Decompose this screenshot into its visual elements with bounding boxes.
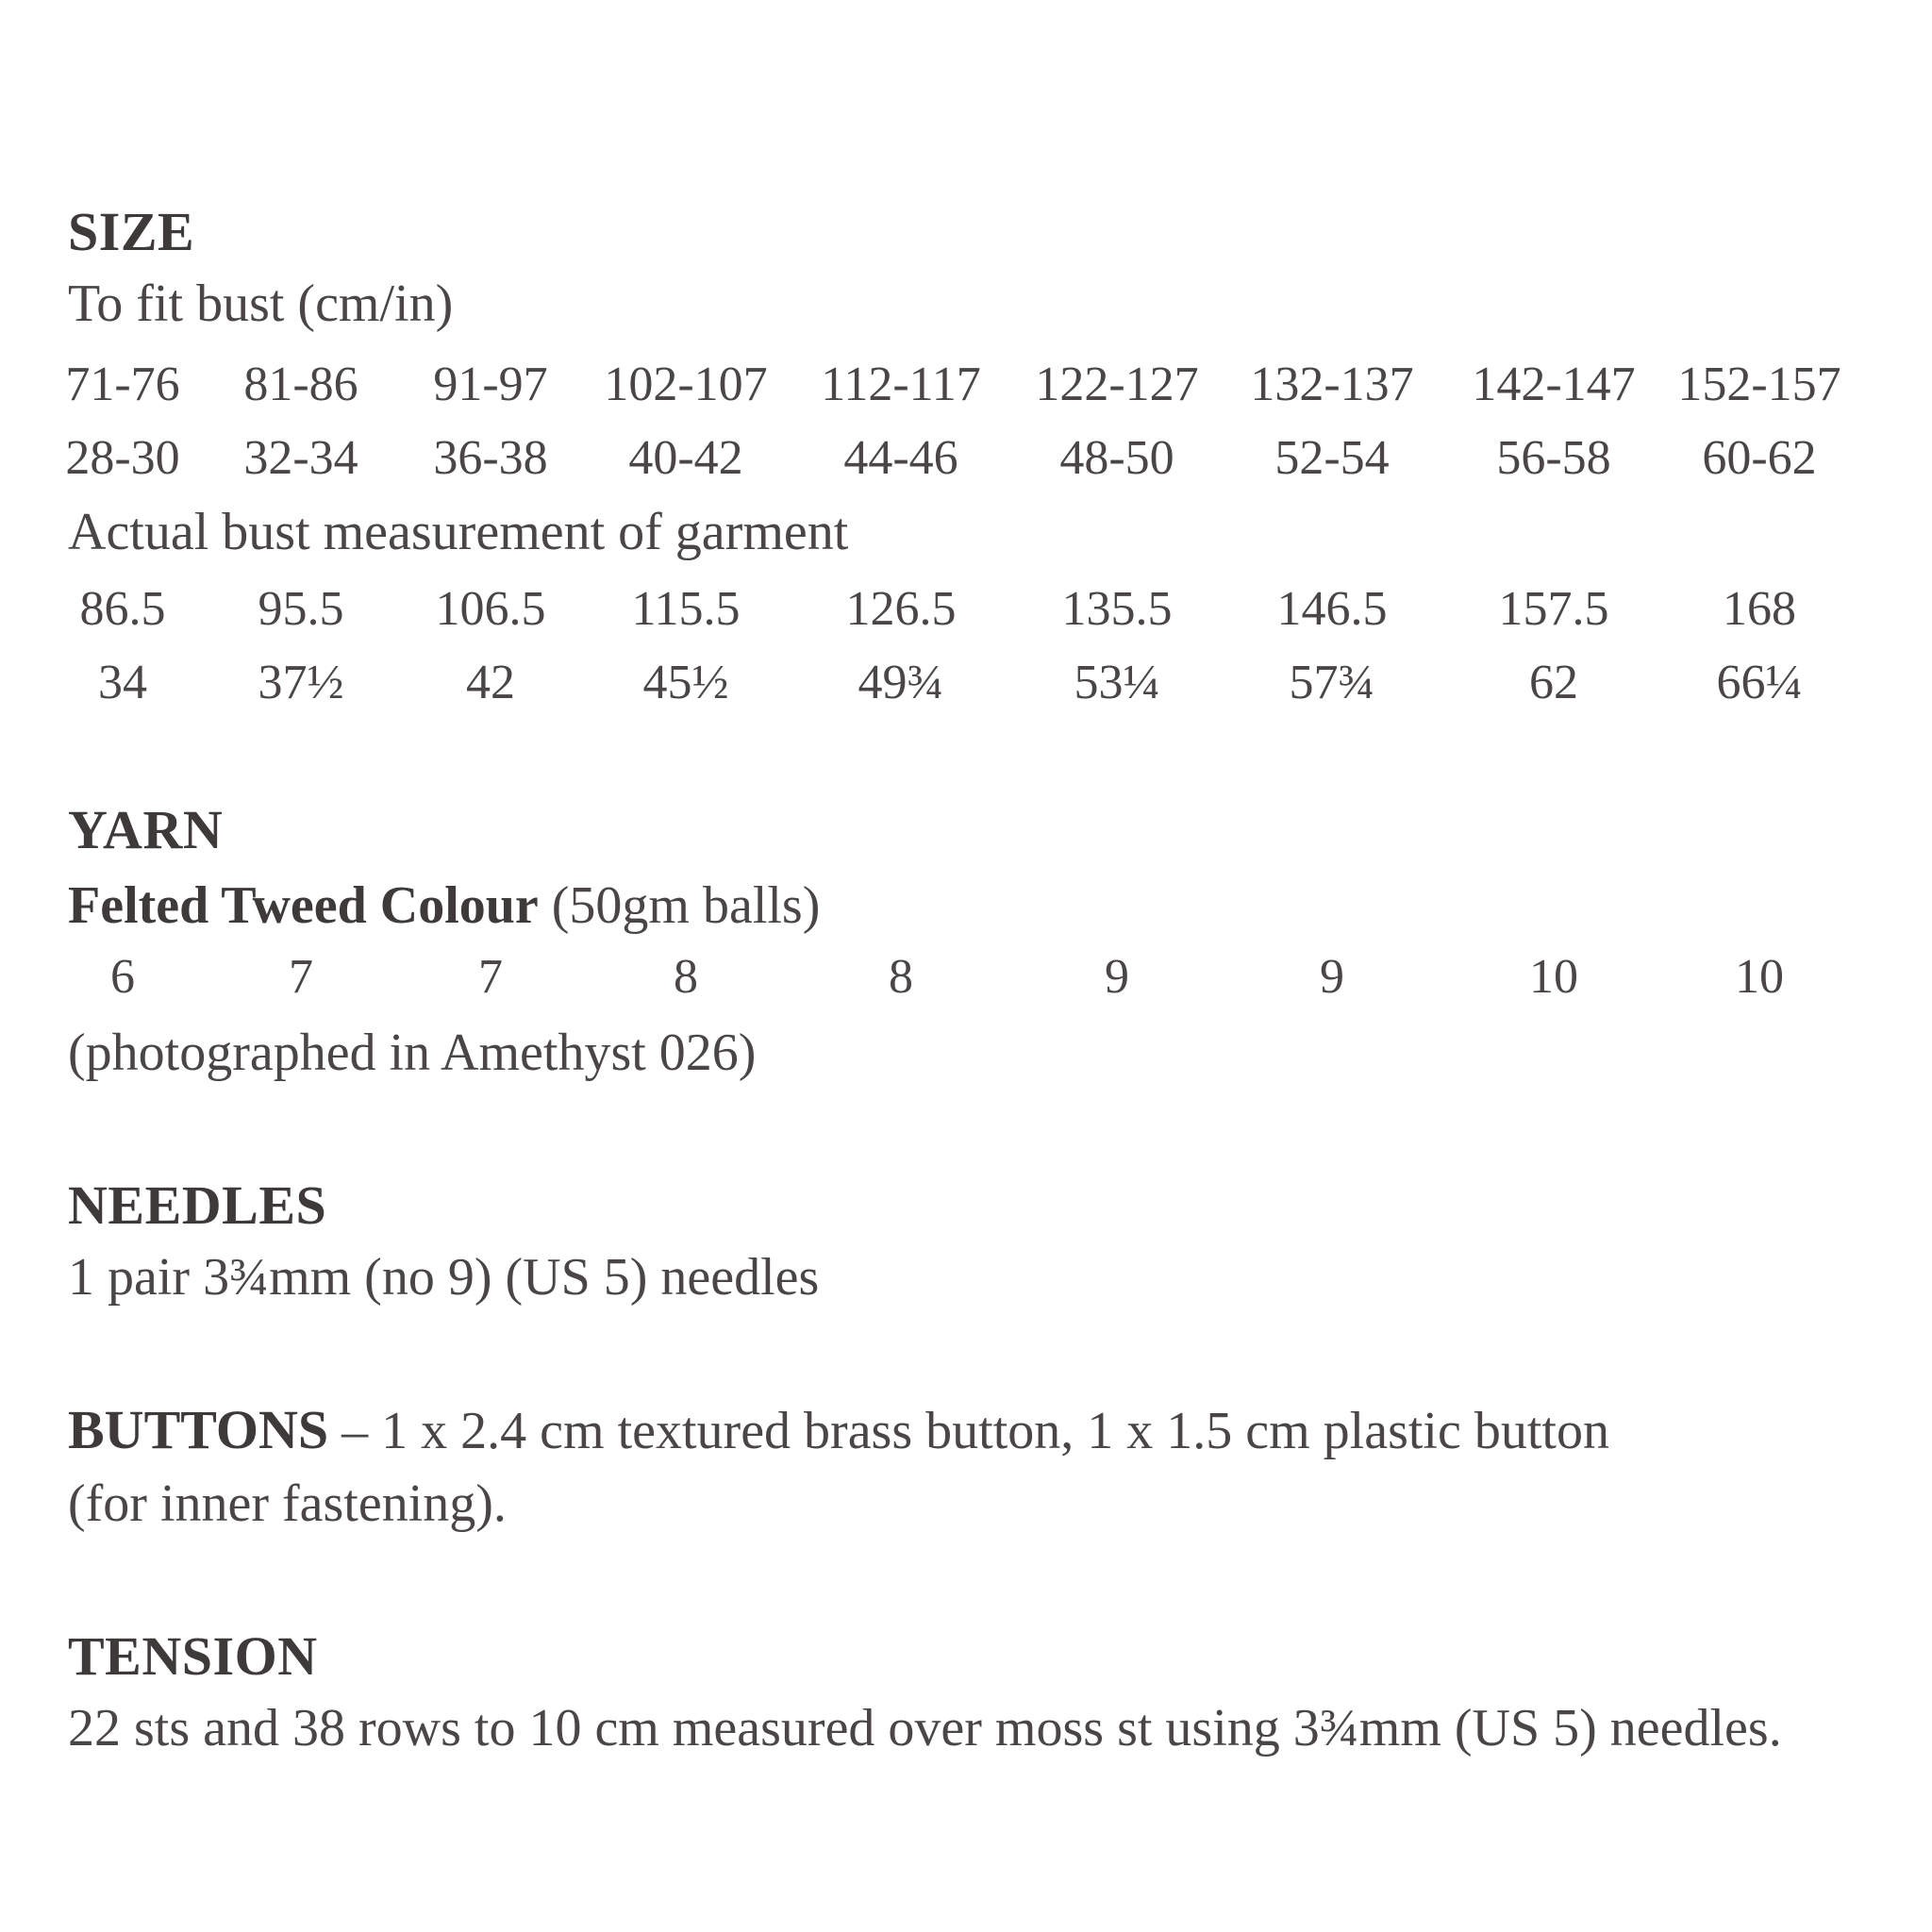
actual-in-row [68,655,1860,721]
fit-cm-cell: 91-97 [433,358,548,411]
buttons-heading: BUTTONS [68,1399,329,1460]
fit-cm-cell: 132-137 [1250,358,1414,411]
fit-in-cell: 44-46 [843,431,958,485]
fit-in-cell: 32-34 [243,431,358,485]
yarn-balls-cell: 6 [110,950,135,1004]
fit-cm-cell: 81-86 [243,358,358,411]
yarn-balls-row [68,949,1860,1015]
yarn-name: Felted Tweed Colour [68,876,539,935]
fit-cm-cell: 71-76 [65,358,180,411]
buttons-line [68,1398,1609,1461]
fit-in-cell: 36-38 [433,431,548,485]
tension-text: 22 sts and 38 rows to 10 cm measured over moss st using 3¾mm (US 5) needles. [68,1699,1782,1757]
yarn-balls-cell: 8 [889,950,913,1004]
fit-in-cell: 52-54 [1274,431,1390,485]
actual-cm-cell: 86.5 [79,582,166,636]
yarn-balls-cell: 7 [478,950,503,1004]
fit-bust-label: To fit bust (cm/in) [68,275,454,333]
needles-heading: NEEDLES [68,1174,327,1236]
actual-cm-cell: 168 [1723,582,1796,636]
actual-in-cell: 42 [466,656,515,709]
actual-bust-label: Actual bust measurement of garment [68,503,849,561]
tension-heading: TENSION [68,1625,318,1687]
needles-text: 1 pair 3¾mm (no 9) (US 5) needles [68,1248,820,1307]
fit-in-cell: 28-30 [65,431,180,485]
actual-cm-cell: 146.5 [1276,582,1388,636]
fit-in-row [65,430,1860,496]
yarn-balls-cell: 8 [674,950,698,1004]
yarn-line [68,875,820,936]
actual-cm-cell: 115.5 [631,582,741,636]
actual-in-cell: 45½ [642,656,729,709]
actual-in-cell: 34 [98,656,147,709]
yarn-balls-cell: 10 [1735,950,1784,1004]
fit-cm-cell: 142-147 [1472,358,1636,411]
fit-in-cell: 48-50 [1059,431,1174,485]
fit-in-cell: 60-62 [1702,431,1817,485]
fit-cm-row [65,357,1860,423]
fit-cm-cell: 112-117 [821,358,981,411]
yarn-unit: (50gm balls) [551,876,821,935]
actual-in-cell: 53¼ [1074,656,1160,709]
buttons-text: – 1 x 2.4 cm textured brass button, 1 x 1.5 cm plastic button [328,1402,1609,1460]
actual-cm-row [68,581,1860,647]
fit-in-cell: 40-42 [628,431,743,485]
actual-in-cell: 37½ [258,656,344,709]
fit-cm-cell: 102-107 [604,358,768,411]
size-heading: SIZE [68,201,195,262]
actual-in-cell: 57¾ [1289,656,1375,709]
fit-cm-cell: 122-127 [1035,358,1199,411]
yarn-note: (photographed in Amethyst 026) [68,1024,757,1082]
actual-cm-cell: 95.5 [258,582,344,636]
actual-cm-cell: 135.5 [1061,582,1173,636]
yarn-balls-cell: 9 [1320,950,1344,1004]
actual-in-cell: 62 [1529,656,1578,709]
actual-in-cell: 66¼ [1716,656,1803,709]
actual-cm-cell: 126.5 [845,582,957,636]
actual-cm-cell: 106.5 [435,582,546,636]
fit-in-cell: 56-58 [1496,431,1611,485]
yarn-balls-cell: 10 [1529,950,1578,1004]
yarn-heading: YARN [68,799,224,860]
yarn-balls-cell: 7 [289,950,313,1004]
buttons-text-2: (for inner fastening). [68,1474,507,1533]
actual-in-cell: 49¾ [858,656,944,709]
fit-cm-cell: 152-157 [1677,358,1841,411]
actual-cm-cell: 157.5 [1498,582,1609,636]
yarn-balls-cell: 9 [1105,950,1129,1004]
